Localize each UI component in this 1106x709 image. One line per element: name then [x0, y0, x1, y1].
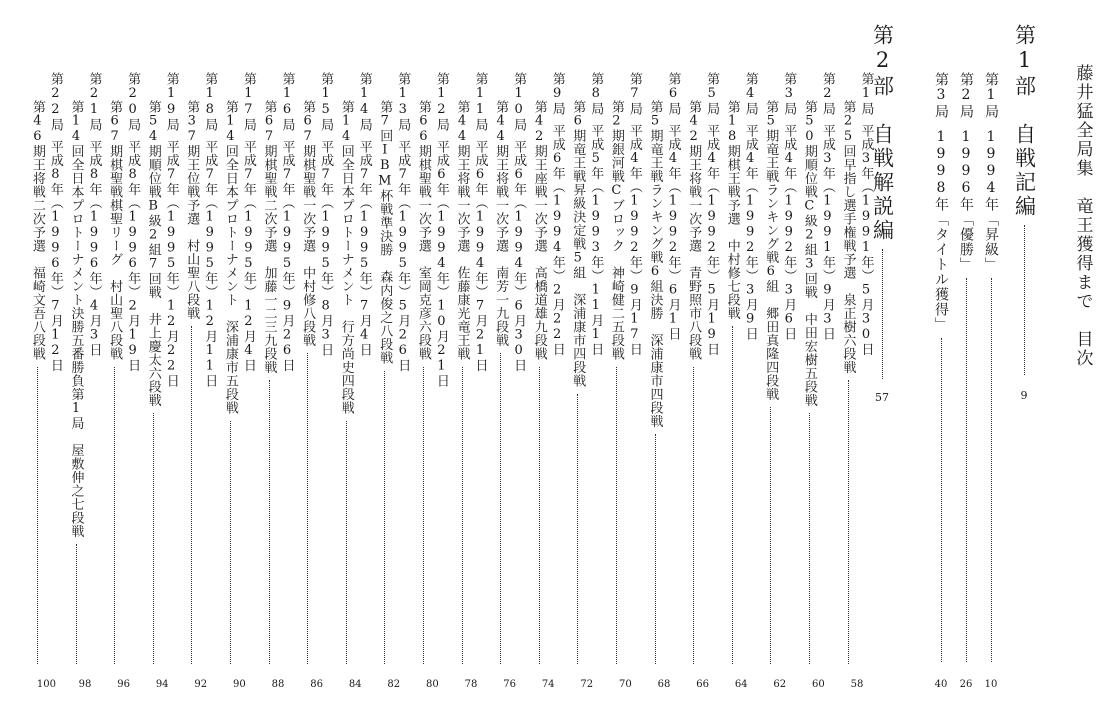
chapter-label: 第3局 [933, 72, 949, 119]
game-date: 平成4年（1992年）9月17日 [626, 124, 642, 356]
game-description: 第67期棋聖戦棋聖リーグ 村山聖八段戦 [107, 100, 123, 361]
game-leader [76, 544, 77, 664]
game-entry[interactable] [839, 72, 875, 690]
game-date: 平成6年（1994年）10月21日 [433, 140, 449, 388]
game-label: 第9局 [549, 72, 565, 116]
game-date: 平成3年（1991年）9月3日 [819, 124, 835, 341]
game-entry[interactable] [453, 72, 489, 690]
game-leader [462, 367, 463, 665]
chapter-leader [991, 278, 992, 662]
game-entry[interactable] [337, 72, 373, 690]
game-label: 第13局 [395, 72, 411, 132]
game-entry[interactable] [607, 72, 643, 690]
part2-page: 57 [875, 391, 889, 404]
game-date: 平成4年（1992年）3月6日 [781, 124, 797, 341]
game-date: 平成4年（1992年）6月1日 [665, 124, 681, 341]
game-entry[interactable] [762, 72, 798, 690]
game-page: 62 [773, 679, 787, 690]
game-entry[interactable] [723, 72, 759, 690]
chapter-row[interactable] [953, 72, 979, 690]
game-date: 平成7年（1995年）9月26日 [279, 140, 295, 372]
game-label: 第16局 [279, 72, 295, 132]
game-entry[interactable] [28, 72, 64, 690]
game-description: 第7回IBM杯戦準決勝 森内俊之八段戦 [377, 100, 393, 365]
game-page: 58 [850, 679, 864, 690]
chapter-title: 1996年「優勝」 [958, 129, 974, 272]
game-description: 第42期王将戦一次予選 青野照市八段戦 [686, 100, 702, 361]
game-description: 第50期順位戦C級2組3回戦 中田宏樹五段戦 [801, 100, 817, 407]
game-description: 第14回全日本プロトーナメント 深浦康市五段戦 [222, 100, 238, 415]
game-label: 第17局 [240, 72, 256, 132]
game-leader [307, 353, 308, 664]
game-leader [616, 367, 617, 665]
game-description: 第67期棋聖戦一次予選 中村修八段戦 [300, 100, 316, 347]
game-description: 第14回全日本プロトーナメント決勝五番勝負第1局 屋敷伸之七段戦 [68, 100, 84, 538]
game-page: 96 [117, 679, 130, 690]
game-entry[interactable] [800, 72, 836, 690]
game-date: 平成7年（1995年）7月4日 [356, 140, 372, 357]
game-page: 64 [734, 679, 748, 690]
game-date: 平成7年（1995年）5月26日 [395, 140, 411, 372]
game-leader [269, 380, 270, 664]
game-description: 第18期棋王戦予選 中村修七段戦 [724, 100, 740, 320]
game-label: 第10局 [511, 72, 527, 132]
game-date: 平成4年（1992年）5月19日 [704, 124, 720, 356]
game-page: 84 [348, 679, 362, 690]
game-date: 平成4年（1992年）3月9日 [742, 124, 758, 341]
game-page: 74 [541, 679, 555, 690]
game-leader [732, 326, 733, 664]
part1-leader [1024, 225, 1025, 375]
game-label: 第7局 [626, 72, 642, 116]
game-label: 第18局 [202, 72, 218, 132]
game-entry[interactable] [144, 72, 180, 690]
game-date: 平成7年（1995年）12月11日 [202, 140, 218, 388]
game-description: 第44期王将戦一次予選 佐藤康光竜王戦 [454, 100, 470, 361]
chapter-page: 10 [984, 679, 998, 690]
part1-heading-column [1004, 24, 1044, 402]
chapter-label: 第2局 [958, 72, 974, 119]
toc-title: 藤井猛全局集 竜王獲得まで 目次 [1072, 64, 1093, 368]
game-leader [230, 421, 231, 665]
game-page: 72 [580, 679, 594, 690]
game-date: 平成3年（1991年）5月30日 [858, 124, 874, 356]
game-leader [500, 353, 501, 664]
game-page: 100 [36, 679, 56, 690]
game-entry[interactable] [376, 72, 412, 690]
game-page: 66 [696, 679, 709, 690]
game-description: 第37期王位戦予選 村山聖八段戦 [184, 100, 200, 320]
game-date: 平成8年（1996年）7月12日 [47, 140, 63, 372]
part1-heading: 第1部 自戦記編 [1012, 24, 1037, 219]
game-leader [384, 371, 385, 665]
game-label: 第2局 [819, 72, 835, 116]
game-leader [809, 413, 810, 664]
chapter-title: 1998年「タイトル獲得」 [933, 129, 949, 332]
game-entry[interactable] [646, 72, 682, 690]
game-leader [346, 421, 347, 665]
game-label: 第1局 [858, 72, 874, 116]
game-leader [577, 394, 578, 665]
chapter-leader [966, 278, 967, 662]
game-description: 第25回早指し選手権戦予選 泉正樹六段戦 [840, 100, 856, 374]
game-description: 第5期竜王戦ランキング戦6組 郷田真隆四段戦 [763, 100, 779, 401]
game-page: 90 [233, 679, 246, 690]
game-entry[interactable] [183, 72, 219, 690]
game-description: 第44期王将戦一次予選 南芳一九段戦 [493, 100, 509, 347]
game-entry[interactable] [569, 72, 605, 690]
game-date: 平成6年（1994年）7月21日 [472, 140, 488, 372]
chapter-page: 40 [934, 679, 948, 690]
game-entry[interactable] [260, 72, 296, 690]
game-description: 第6期竜王戦昇級決定戦5組 深浦康市四段戦 [570, 100, 586, 388]
game-entry[interactable] [685, 72, 721, 690]
part2-leader [882, 249, 883, 379]
game-label: 第6局 [665, 72, 681, 116]
chapter-title: 1994年「昇級」 [983, 129, 999, 272]
game-description: 第66期棋聖戦一次予選 室岡克彦六段戦 [415, 100, 431, 361]
game-date: 平成8年（1996年）2月19日 [125, 140, 141, 372]
part2-heading: 第2部 自戦解説編 [870, 24, 895, 243]
game-label: 第22局 [47, 72, 63, 132]
game-leader [655, 434, 656, 664]
game-entry[interactable] [492, 72, 528, 690]
game-page: 94 [155, 679, 169, 690]
game-entry[interactable] [299, 72, 335, 690]
game-leader [114, 367, 115, 665]
game-leader [423, 367, 424, 665]
game-page: 70 [619, 679, 632, 690]
game-page: 68 [657, 679, 671, 690]
game-leader [153, 413, 154, 664]
game-description: 第54期順位戦B級2組7回戦 井上慶太六段戦 [145, 100, 161, 407]
game-label: 第3局 [781, 72, 797, 116]
chapter-page: 26 [959, 679, 973, 690]
game-leader [539, 367, 540, 665]
game-entry[interactable] [106, 72, 142, 690]
game-label: 第8局 [588, 72, 604, 116]
game-date: 平成6年（1994年）2月22日 [549, 124, 565, 356]
game-label: 第12局 [433, 72, 449, 132]
part1-page: 9 [1020, 389, 1028, 402]
game-date: 平成8年（1996年）4月3日 [86, 140, 102, 357]
game-page: 78 [464, 679, 478, 690]
game-page: 86 [310, 679, 323, 690]
toc-title-column [1065, 64, 1099, 368]
chapter-row[interactable] [928, 72, 954, 690]
game-entry[interactable] [414, 72, 450, 690]
game-label: 第20局 [125, 72, 141, 132]
game-label: 第5局 [704, 72, 720, 116]
game-description: 第46期王将戦二次予選 福崎文吾八段戦 [29, 100, 45, 361]
game-date: 平成7年（1995年）12月22日 [163, 140, 179, 388]
game-leader [848, 380, 849, 664]
game-description: 第14回全日本プロトーナメント 行方尚史四段戦 [338, 100, 354, 415]
game-leader [191, 326, 192, 664]
game-leader [693, 367, 694, 665]
game-label: 第15局 [318, 72, 334, 132]
game-date: 平成7年（1995年）8月3日 [318, 140, 334, 357]
game-page: 98 [78, 679, 92, 690]
game-entry[interactable] [530, 72, 566, 690]
game-page: 88 [271, 679, 285, 690]
game-leader [770, 407, 771, 664]
game-label: 第4局 [742, 72, 758, 116]
chapter-label: 第1局 [983, 72, 999, 119]
game-page: 82 [387, 679, 401, 690]
game-page: 76 [503, 679, 516, 690]
game-entry[interactable] [67, 72, 103, 690]
game-page: 60 [812, 679, 825, 690]
game-date: 平成6年（1994年）6月30日 [511, 140, 527, 372]
game-label: 第14局 [356, 72, 372, 132]
game-description: 第5期竜王戦ランキング戦6組決勝 深浦康市四段戦 [647, 100, 663, 428]
game-date: 平成7年（1995年）12月4日 [240, 140, 256, 372]
game-date: 平成5年（1993年）11月1日 [588, 124, 604, 356]
game-description: 第42期王座戦一次予選 高橋道雄九段戦 [531, 100, 547, 361]
game-entry[interactable] [221, 72, 257, 690]
chapter-leader [941, 338, 942, 662]
game-label: 第11局 [472, 72, 488, 132]
game-page: 92 [194, 679, 208, 690]
game-leader [37, 367, 38, 665]
game-label: 第19局 [163, 72, 179, 132]
game-page: 80 [426, 679, 439, 690]
game-label: 第21局 [86, 72, 102, 132]
chapter-row[interactable] [978, 72, 1004, 690]
game-description: 第2期銀河戦Cブロック 神崎健二五段戦 [608, 100, 624, 361]
game-description: 第67期棋聖戦二次予選 加藤一二三九段戦 [261, 100, 277, 374]
